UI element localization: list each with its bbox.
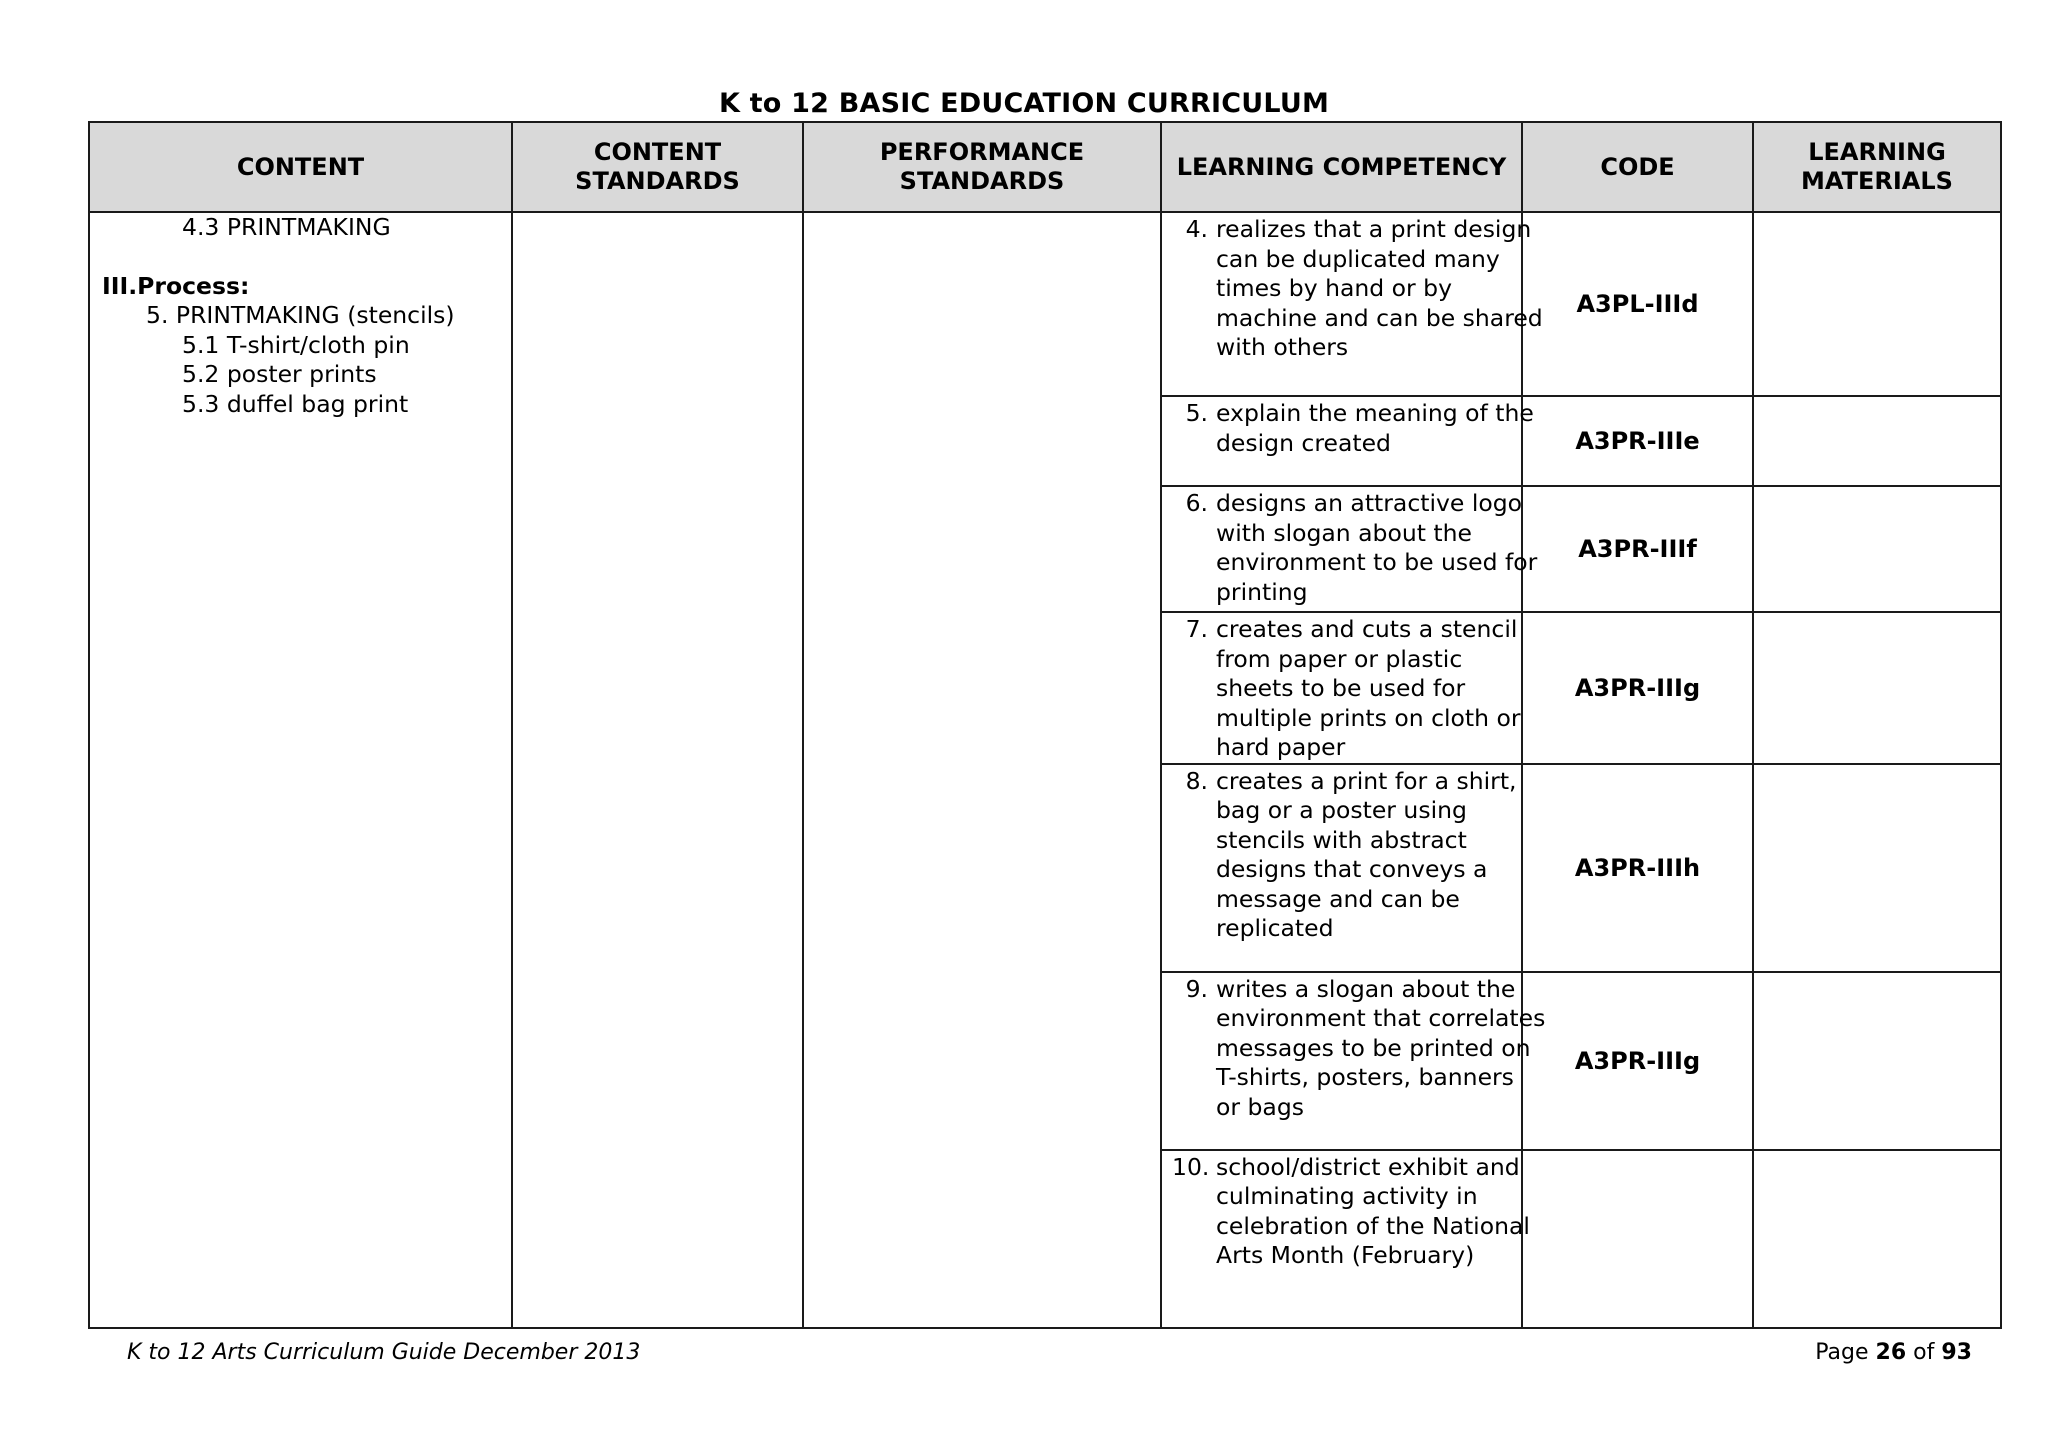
performance-standards-cell	[803, 212, 1161, 1328]
header-learning-materials: LEARNING MATERIALS	[1753, 122, 2001, 212]
learning-competency-cell	[1161, 212, 1543, 396]
competency-line: with others	[1216, 333, 1349, 361]
competency-line: multiple prints on cloth or	[1216, 703, 1521, 732]
footer-page-number: Page 26 of 93	[1815, 1340, 1972, 1365]
content-item: 5.1 T-shirt/cloth pin	[182, 330, 410, 359]
content-subtopic: 5. PRINTMAKING (stencils)	[146, 301, 455, 329]
competency-line: message and can be	[1216, 884, 1460, 913]
competency-line: machine and can be shared	[1216, 303, 1543, 332]
content-item: 5.2 poster prints	[182, 360, 377, 388]
code-cell: A3PL-IIId	[1522, 212, 1753, 396]
learning-materials-cell	[1753, 972, 2001, 1150]
code-cell	[1522, 1150, 1753, 1328]
code-cell: A3PR-IIIe	[1522, 396, 1753, 486]
competency-line: sheets to be used for	[1216, 674, 1466, 703]
competency-text	[1216, 767, 1517, 944]
curriculum-table	[88, 121, 2002, 1329]
competency-text	[1216, 399, 1534, 458]
competency-line: environment to be used for	[1216, 548, 1538, 577]
learning-materials-cell	[1753, 764, 2001, 972]
competency-line: messages to be printed on	[1216, 1033, 1531, 1062]
footer-guide-title: K to 12 Arts Curriculum Guide December 2013	[127, 1340, 641, 1365]
competency-line: stencils with abstract	[1216, 825, 1467, 854]
learning-materials-cell	[1753, 612, 2001, 764]
learning-materials-cell	[1753, 1150, 2001, 1328]
table-row	[89, 212, 2001, 396]
code-cell: A3PR-IIIf	[1522, 486, 1753, 612]
competency-line: designs that conveys a	[1216, 855, 1488, 884]
competency-line: writes a slogan about the	[1216, 974, 1516, 1003]
content-cell	[89, 212, 512, 1328]
competency-number: 9.	[1185, 974, 1208, 1003]
competency-line: explain the meaning of the	[1216, 399, 1534, 428]
competency-text	[1216, 1153, 1530, 1271]
competency-line: can be duplicated many	[1216, 244, 1500, 273]
competency-line: replicated	[1216, 914, 1334, 943]
competency-line: or bags	[1216, 1092, 1304, 1121]
learning-competency-cell	[1161, 396, 1534, 486]
competency-line: school/district exhibit and	[1216, 1152, 1520, 1181]
competency-line: times by hand or by	[1216, 274, 1453, 302]
header-learning-competency: LEARNING COMPETENCY	[1161, 122, 1522, 212]
content-item: 5.3 duffel bag print	[182, 389, 409, 418]
competency-line: T-shirts, posters, banners	[1216, 1063, 1514, 1092]
learning-competency-cell	[1161, 1150, 1530, 1328]
competency-line: hard paper	[1216, 733, 1346, 762]
competency-line: celebration of the National	[1216, 1211, 1530, 1240]
code-cell: A3PR-IIIg	[1522, 612, 1753, 764]
header-content: CONTENT	[89, 122, 512, 212]
competency-text	[1216, 615, 1521, 763]
competency-number: 5.	[1185, 399, 1208, 428]
content-heading: III.Process:	[102, 271, 250, 300]
competency-number: 10.	[1172, 1152, 1210, 1181]
learning-competency-cell	[1161, 764, 1522, 972]
content-topic: 4.3 PRINTMAKING	[182, 213, 391, 241]
competency-line: environment that correlates	[1216, 1004, 1546, 1033]
header-code: CODE	[1522, 122, 1753, 212]
code-cell: A3PR-IIIg	[1522, 972, 1753, 1150]
learning-competency-cell	[1161, 612, 1522, 764]
learning-materials-cell	[1753, 396, 2001, 486]
table-header-row	[89, 122, 2001, 212]
document-title: K to 12 BASIC EDUCATION CURRICULUM	[718, 88, 1330, 119]
competency-text	[1216, 975, 1545, 1123]
competency-line: bag or a poster using	[1216, 796, 1467, 825]
header-performance-standards: PERFORMANCE STANDARDS	[803, 122, 1161, 212]
learning-materials-cell	[1753, 212, 2001, 396]
header-content-standards: CONTENT STANDARDS	[512, 122, 803, 212]
competency-number: 8.	[1185, 766, 1208, 795]
competency-line: designs an attractive logo	[1216, 489, 1523, 518]
competency-line: realizes that a print design	[1216, 215, 1532, 243]
competency-line: from paper or plastic	[1216, 644, 1463, 673]
learning-materials-cell	[1753, 486, 2001, 612]
code-cell: A3PR-IIIh	[1522, 764, 1753, 972]
competency-number: 4.	[1185, 215, 1208, 243]
competency-number: 7.	[1185, 615, 1208, 644]
competency-text	[1216, 215, 1543, 363]
content-standards-cell	[512, 212, 803, 1328]
competency-line: creates and cuts a stencil	[1216, 615, 1518, 644]
competency-text	[1216, 489, 1537, 607]
competency-line: culminating activity in	[1216, 1182, 1478, 1211]
competency-line: design created	[1216, 428, 1391, 457]
learning-competency-cell	[1161, 486, 1538, 612]
competency-line: Arts Month (February)	[1216, 1241, 1475, 1270]
competency-line: creates a print for a shirt,	[1216, 766, 1517, 795]
competency-line: with slogan about the	[1216, 518, 1472, 547]
learning-competency-cell	[1161, 972, 1546, 1150]
competency-number: 6.	[1185, 489, 1208, 518]
competency-line: printing	[1216, 577, 1308, 606]
